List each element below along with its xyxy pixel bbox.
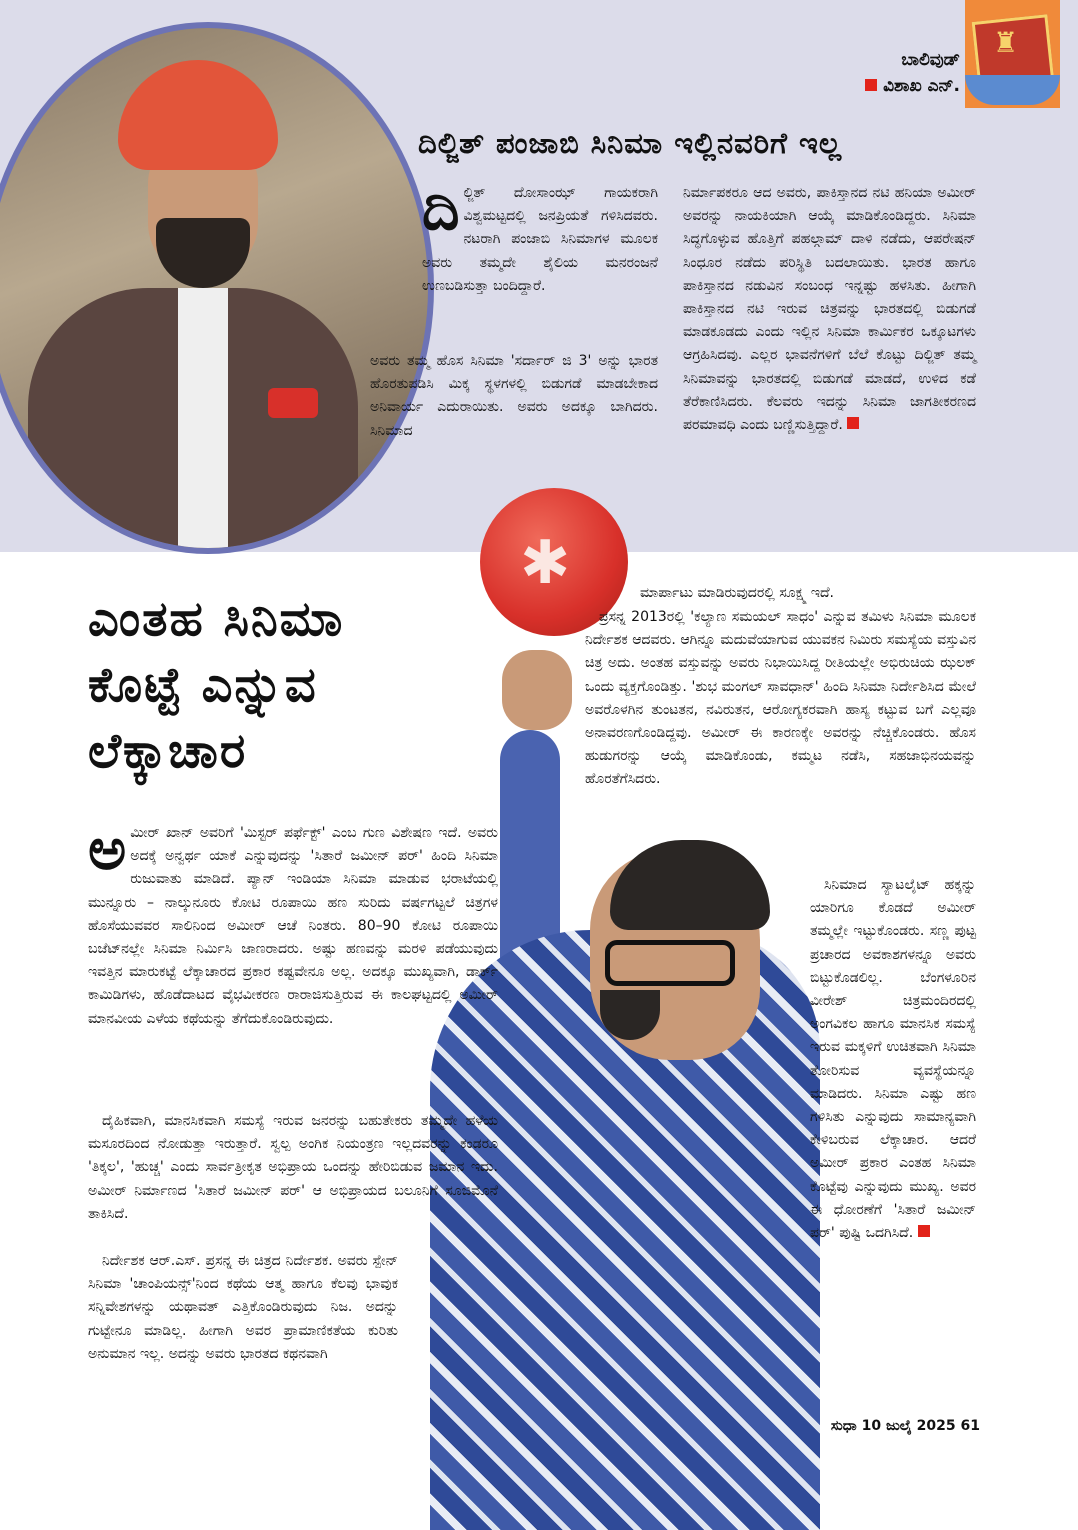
page-number: 61 — [960, 1418, 980, 1434]
article2-p2: ದೈಹಿಕವಾಗಿ, ಮಾನಸಿಕವಾಗಿ ಸಮಸ್ಯೆ ಇರುವ ಜನರನ್ನು ಬಹುತೇಕರು ತಮ್ಮದೇ ಹಳೆಯ ಮಸೂರದಿಂದ ನೋಡುತ್ತಾ ಇರುತ್ತಾರೆ. ಸ್ವಲ್ಪ ಅಂಗಿಕ ನಿಯಂತ್ರಣ ಇಲ್ಲದವರನ್ನು ಕಂಡರೂ 'ತಿಕ್ಕಲ', 'ಹುಚ್ಚ' ಎಂದು ಸಾರ್ವತ್ರೀಕೃತ ಅಭಿಪ್ರಾಯ ಒಂದನ್ನು ಹೇರಿಬಿಡುವ ಜಮಾನ ಇದು. ಅಮೀರ್ ನಿರ್ಮಾಣದ 'ಸಿತಾರೆ ಜಮೀನ್ ಪರ್' ಆ ಅಭಿಪ್ರಾಯದ ಬಲೂನಿಗೆ ಸೂಜಿಮೊನೆ ತಾಕಿಸಿದೆ. — [88, 1113, 498, 1222]
red-ball: ✱ — [480, 488, 628, 636]
article2-r2: ಪ್ರಸನ್ನ 2013ರಲ್ಲಿ 'ಕಲ್ಯಾಣ ಸಮಯಲ್ ಸಾಧಂ' ಎನ್ನುವ ತಮಿಳು ಸಿನಿಮಾ ಮೂಲಕ ನಿರ್ದೇಶಕ ಆದವರು. ಆಗಿನ್ನೂ ಮದುವೆಯಾಗುವ ಯುವಕನ ನಿಮಿರು ಸಮಸ್ಯೆಯ ವಸ್ತುವಿನ ಚಿತ್ರ ಅದು. ಅಂತಹ ವಸ್ತುವನ್ನು ಅವರು ನಿಭಾಯಿಸಿದ್ದ ರೀತಿಯಲ್ಲೇ ಅಭಿರುಚಿಯ ಝಲಕ್ ಒಂದು ವ್ಯಕ್ತಗೊಂಡಿತ್ತು. 'ಶುಭ ಮಂಗಲ್ ಸಾವಧಾನ್' ಹಿಂದಿ ಸಿನಿಮಾ ನಿರ್ದೇಶಿಸಿದ ಮೇಲೆ ಅವರೊಳಗಿನ ತುಂಟತನ, ನವಿರುತನ, ಆರೋಗ್ಯಕರವಾಗಿ ಹಾಸ್ಯ ಕಟ್ಟುವ ಬಗೆ ಎಲ್ಲವೂ ಅನಾವರಣಗೊಂಡಿದ್ದವು. ಅಮೀರ್ ಈ ಕಾರಣಕ್ಕೇ ಅವರನ್ನು ನೆಚ್ಚಿಕೊಂಡರು. ಹೊಸ ಹುಡುಗರನ್ನು ಆಯ್ಕೆ ಮಾಡಿಕೊಂಡು, ಕಮ್ಮಟ ನಡೆಸಿ, ಸಹಜಾಭಿನಯವನ್ನು ಹೊರತೆಗೆಸಿದರು. — [585, 609, 976, 788]
article2-p3: ನಿರ್ದೇಶಕ ಆರ್.ಎಸ್. ಪ್ರಸನ್ನ ಈ ಚಿತ್ರದ ನಿರ್ದೇಶಕ. ಅವರು ಸ್ಪೇನ್ ಸಿನಿಮಾ 'ಚಾಂಪಿಯನ್ಸ್'ನಿಂದ ಕಥೆಯ ಆತ್ಮ ಹಾಗೂ ಕೆಲವು ಭಾವುಕ ಸನ್ನಿವೇಶಗಳನ್ನು ಯಥಾವತ್ ಎತ್ತಿಕೊಂಡಿರುವುದು ನಿಜ. ಅದನ್ನು ಗುಟ್ಟೇನೂ ಮಾಡಿಲ್ಲ. ಹೀಗಾಗಿ ಅವರ ಪ್ರಾಮಾಣಿಕತೆಯ ಕುರಿತು ಅನುಮಾನ ಇಲ್ಲ. ಅದನ್ನು ಅವರು ಭಾರತದ ಕಥನವಾಗಿ — [88, 1253, 398, 1362]
article2-headline-line3: ಲೆಕ್ಕಾಚಾರ — [88, 723, 248, 779]
magazine-date: ಸುಧಾ 10 ಜುಲೈ 2025 — [830, 1418, 956, 1434]
article2-r3-text: ಸಿನಿಮಾದ ಸ್ಯಾಟಲೈಟ್ ಹಕ್ಕನ್ನು ಯಾರಿಗೂ ಕೊಡದೆ ಅಮೀರ್ ತಮ್ಮಲ್ಲೇ ಇಟ್ಟುಕೊಂಡರು. ಸಣ್ಣ ಪುಟ್ಟ ಪ್ರಚಾರದ ಅವಕಾಶಗಳನ್ನೂ ಅವರು ಬಿಟ್ಟುಕೊಡಲಿಲ್ಲ. ಬೆಂಗಳೂರಿನ ವೀರೇಶ್ ಚಿತ್ರಮಂದಿರದಲ್ಲಿ ಅಂಗವಿಕಲ ಹಾಗೂ ಮಾನಸಿಕ ಸಮಸ್ಯೆ ಇರುವ ಮಕ್ಕಳಿಗೆ ಉಚಿತವಾಗಿ ಸಿನಿಮಾ ತೋರಿಸುವ ವ್ಯವಸ್ಥೆಯನ್ನೂ ಮಾಡಿದರು. ಸಿನಿಮಾ ಎಷ್ಟು ಹಣ ಗಳಿಸಿತು ಎನ್ನುವುದು ಸಾಮಾನ್ಯವಾಗಿ ಕೇಳಿಬರುವ ಲೆಕ್ಕಾಚಾರ. ಆದರೆ ಅಮೀರ್ ಪ್ರಕಾರ ಎಂತಹ ಸಿನಿಮಾ ಕೊಟ್ಟೆವು ಎನ್ನುವುದು ಮುಖ್ಯ. ಅವರ ಈ ಧೋರಣೆಗೆ 'ಸಿತಾರೆ ಜಮೀನ್ ಪರ್' ಪುಷ್ಟಿ ಒದಗಿಸಿದೆ. — [810, 877, 976, 1242]
article1-dropcap: ದಿ — [422, 175, 460, 243]
end-mark-icon — [847, 417, 859, 429]
article2-p1 — [88, 815, 498, 1031]
article2-headline — [88, 586, 448, 784]
article2-p1-text: ಮೀರ್ ಖಾನ್ ಅವರಿಗೆ 'ಮಿಸ್ಟರ್ ಪರ್ಫೆಕ್ಟ್' ಎಂಬ ಗುಣ ವಿಶೇಷಣ ಇದೆ. ಅವರು ಅದಕ್ಕೆ ಅನ್ವರ್ಥ ಯಾಕೆ ಎನ್ನುವುದನ್ನು 'ಸಿತಾರೆ ಜಮೀನ್ ಪರ್' ಹಿಂದಿ ಸಿನಿಮಾ ರುಜುವಾತು ಮಾಡಿದೆ. ಪ್ಯಾನ್ ಇಂಡಿಯಾ ಸಿನಿಮಾ ಮಾಡುವ ಭರಾಟೆಯಲ್ಲಿ ಮುನ್ನೂರು – ನಾಲ್ಕುನೂರು ಕೋಟಿ ರೂಪಾಯಿ ಹಣ ಸುರಿದು ವರ್ಷಗಟ್ಟಲೆ ಚಿತ್ರಗಳ ಹೊಸೆಯುವವರ ಸಾಲಿನಿಂದ ಅಮೀರ್ ಆಚೆ ನಿಂತರು. 80–90 ಕೋಟಿ ರೂಪಾಯಿ ಬಜೆಟ್‌ನಲ್ಲೇ ಸಿನಿಮಾ ನಿರ್ಮಿಸಿ ಜಾಣರಾದರು. ಅಷ್ಟು ಹಣವನ್ನು ಮರಳಿ ಪಡೆಯುವುದು ಇವತ್ತಿನ ಮಾರುಕಟ್ಟೆ ಲೆಕ್ಕಾಚಾರದ ಪ್ರಕಾರ ಕಷ್ಟವೇನೂ ಅಲ್ಲ. ಅದಕ್ಕೂ ಮುಖ್ಯವಾಗಿ, ಡಾರ್ಕ್ ಕಾಮಿಡಿಗಳು, ಹೊಡೆದಾಟದ ವೈಭವೀಕರಣ ರಾರಾಜಿಸುತ್ತಿರುವ ಈ ಕಾಲಘಟ್ಟದಲ್ಲಿ ಅಮೀರ್ ಮಾನವೀಯ ಎಳೆಯ ಕಥೆಯನ್ನು ತೆಗೆದುಕೊಂಡಿರುವುದು. — [88, 825, 498, 1027]
article2-r1: ಮಾರ್ಪಾಟು ಮಾಡಿರುವುದರಲ್ಲಿ ಸೂಕ್ಷ್ಮ ಇದೆ. — [640, 585, 835, 601]
page-footer — [830, 1418, 980, 1434]
article2-headline-line2: ಕೊಟ್ಟೆ ಎನ್ನುವ — [88, 657, 318, 713]
diljit-photo — [0, 22, 434, 554]
article1-col1b: ಅವರು ತಮ್ಮ ಹೊಸ ಸಿನಿಮಾ 'ಸರ್ದಾರ್ ಜಿ 3' ಅನ್ನು ಭಾರತ ಹೊರತುಪಡಿಸಿ ಮಿಕ್ಕ ಸ್ಥಳಗಳಲ್ಲಿ ಬಿಡುಗಡೆ ಮಾಡಬೇಕಾದ ಅನಿವಾರ್ಯ ಎದುರಾಯಿತು. ಅವರು ಅದಕ್ಕೂ ಬಾಗಿದರು. ಸಿನಿಮಾದ — [370, 353, 658, 439]
article1-col2-text: ನಿರ್ಮಾಪಕರೂ ಆದ ಅವರು, ಪಾಕಿಸ್ತಾನದ ನಟಿ ಹನಿಯಾ ಅಮೀರ್ ಅವರನ್ನು ನಾಯಕಿಯಾಗಿ ಆಯ್ಕೆ ಮಾಡಿಕೊಂಡಿದ್ದರು. ಸಿನಿಮಾ ಸಿದ್ಧಗೊಳ್ಳುವ ಹೊತ್ತಿಗೆ ಪಹಲ್ಗಾಮ್ ದಾಳಿ ನಡೆದು, ಆಪರೇಷನ್ ಸಿಂಧೂರ ನಡೆದು ಪರಿಸ್ಥಿತಿ ಬದಲಾಯಿತು. ಭಾರತ ಹಾಗೂ ಪಾಕಿಸ್ತಾನದ ನಡುವಿನ ಸಂಬಂಧ ಇನ್ನಷ್ಟು ಹಳಸಿತು. ಹೀಗಾಗಿ ಪಾಕಿಸ್ತಾನದ ನಟಿ ಇರುವ ಚಿತ್ರವನ್ನು ಭಾರತದಲ್ಲಿ ಬಿಡುಗಡೆ ಮಾಡಕೂಡದು ಎಂದು ಇಲ್ಲಿನ ಸಿನಿಮಾ ಕಾರ್ಮಿಕರ ಒಕ್ಕೂಟಗಳು ಆಗ್ರಹಿಸಿದವು. ಎಲ್ಲರ ಭಾವನೆಗಳಿಗೆ ಬೆಲೆ ಕೊಟ್ಟು ದಿಲ್ಜಿತ್ ತಮ್ಮ ಸಿನಿಮಾವನ್ನು ಭಾರತದಲ್ಲಿ ಬಿಡುಗಡೆ ಮಾಡದೆ, ಉಳಿದ ಕಡೆ ತೆರೆಕಾಣಿಸಿದರು. ಕೆಲವರು ಇದನ್ನು ಸಿನಿಮಾ ಜಾಗತೀಕರಣದ ಪರಮಾವಧಿ ಎಂದು ಬಣ್ಣಿಸುತ್ತಿದ್ದಾರೆ. — [683, 185, 976, 434]
article1-headline: ದಿಲ್ಜಿತ್ ಪಂಜಾಬಿ ಸಿನಿಮಾ ಇಲ್ಲಿನವರಿಗೆ ಇಲ್ಲ — [418, 126, 843, 160]
article2-r3 — [810, 874, 976, 1245]
author-name: ವಿಶಾಖ ಎನ್. — [883, 76, 960, 96]
section-label: ಬಾಲಿವುಡ್ — [901, 50, 960, 70]
aamir-photo — [400, 690, 820, 1525]
article1-col2 — [683, 182, 976, 437]
end-mark-icon — [918, 1225, 930, 1237]
article2-headline-line1: ಎಂತಹ ಸಿನಿಮಾ — [88, 591, 345, 647]
article1-col1 — [422, 175, 658, 298]
author-line — [825, 76, 960, 96]
article1-col1-text: ಲ್ಜಿತ್ ದೋಸಾಂಝ್ ಗಾಯಕರಾಗಿ ವಿಶ್ವಮಟ್ಟದಲ್ಲಿ ಜನಪ್ರಿಯತೆ ಗಳಿಸಿದವರು. ನಟರಾಗಿ ಪಂಜಾಬಿ ಸಿನಿಮಾಗಳ ಮೂಲಕ ಅವರು ತಮ್ಮದೇ ಶೈಲಿಯ ಮನರಂಜನೆ ಉಣಬಡಿಸುತ್ತಾ ಬಂದಿದ್ದಾರೆ. — [422, 185, 658, 294]
section-logo-icon: ♜ — [965, 0, 1060, 108]
article2-dropcap: ಅ — [88, 815, 127, 883]
red-square-icon — [865, 79, 877, 91]
